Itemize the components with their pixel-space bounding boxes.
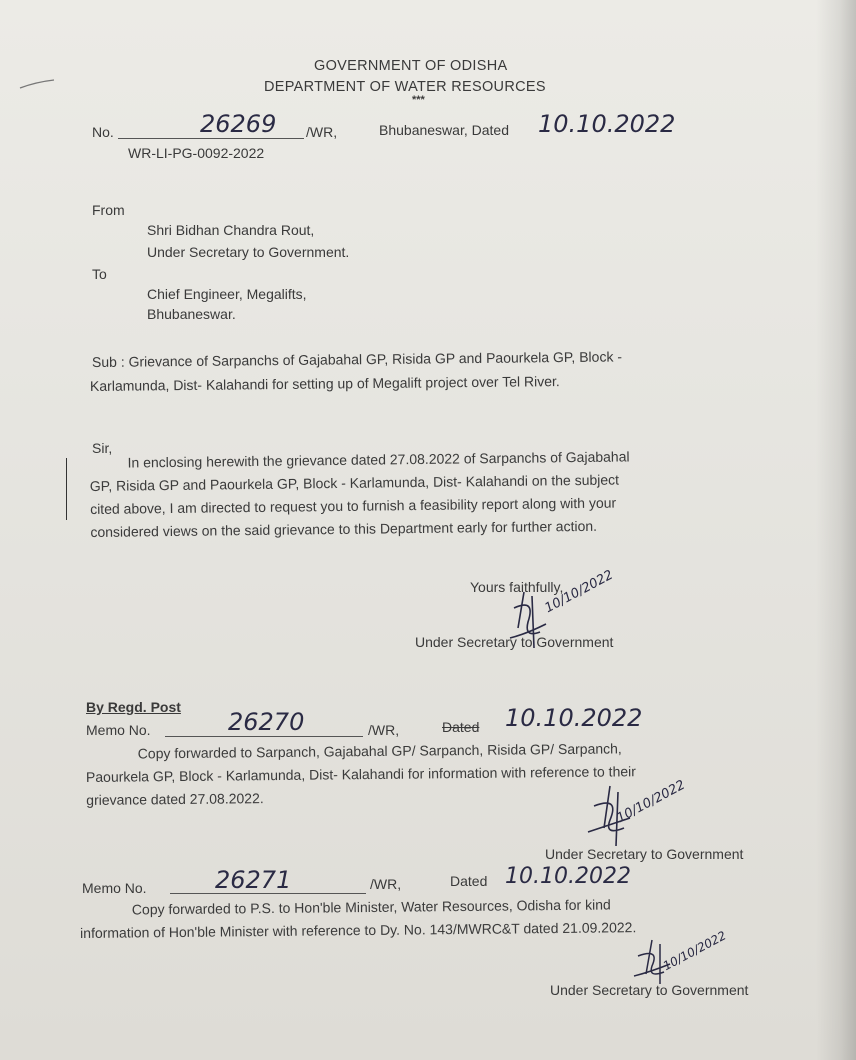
signature-3-date: 10/10/2022: [660, 928, 729, 974]
memo1-line-3: grievance dated 27.08.2022.: [86, 790, 264, 808]
subject-line-1: Sub : Grievance of Sarpanchs of Gajabahal GP, Risida GP and Paourkela GP, Block -: [91, 348, 623, 370]
memo2-suffix: /WR,: [370, 876, 402, 892]
from-name: Shri Bidhan Chandra Rout,: [147, 222, 315, 238]
memo2-designation: Under Secretary to Government: [550, 982, 749, 998]
letter-date: 10.10.2022: [538, 110, 676, 138]
memo2-line-2: information of Hon'ble Minister with reference to Dy. No. 143/MWRC&T dated 21.09.2022.: [80, 919, 637, 941]
memo2-line-1: Copy forwarded to P.S. to Hon'ble Minister, Water Resources, Odisha for kind: [131, 896, 611, 918]
file-number: WR-LI-PG-0092-2022: [128, 145, 265, 161]
memo1-paragraph: [86, 737, 637, 812]
memo1-designation: Under Secretary to Government: [545, 846, 744, 862]
memo2-date: 10.10.2022: [505, 864, 631, 889]
to-name: Chief Engineer, Megalifts,: [147, 286, 307, 302]
memo2-label: Memo No.: [82, 880, 147, 896]
body-line-2: GP, Risida GP and Paourkela GP, Block - Karlamunda, Dist- Kalahandi on the subject: [89, 471, 620, 495]
body-paragraph: [89, 446, 630, 544]
signature-2: [580, 782, 650, 852]
from-designation: Under Secretary to Government.: [147, 244, 350, 260]
letter-no-label: No.: [92, 124, 114, 140]
body-line-4: considered views on the said grievance to this Department early for further action.: [90, 517, 598, 540]
memo1-date: 10.10.2022: [505, 704, 643, 732]
pen-mark: [18, 78, 58, 92]
memo1-post-mode: By Regd. Post: [86, 699, 181, 715]
memo1-line-2: Paourkela GP, Block - Karlamunda, Dist- Kalahandi for information with reference to their: [85, 763, 636, 785]
body-line-1: In enclosing herewith the grievance dated 27.08.2022 of Sarpanchs of Gajabahal: [127, 448, 630, 471]
page-edge-shadow: [816, 0, 856, 1060]
yours-faithfully: Yours faithfully,: [470, 579, 564, 595]
from-label: From: [92, 202, 125, 218]
header-government: GOVERNMENT OF ODISHA: [314, 58, 508, 74]
signature-2-date: 10/10/2022: [614, 777, 688, 827]
letter-no-suffix: /WR,: [306, 124, 338, 140]
margin-mark: [66, 458, 67, 520]
header-department: DEPARTMENT OF WATER RESOURCES: [264, 79, 546, 95]
letter-no-value: 26269: [200, 110, 277, 138]
body-line-3: cited above, I am directed to request you to furnish a feasibility report along with your: [90, 494, 617, 517]
memo1-number: 26270: [228, 708, 305, 736]
letter-place-dated: Bhubaneswar, Dated: [379, 122, 509, 138]
closing-designation: Under Secretary to Government: [415, 634, 614, 650]
memo1-label: Memo No.: [86, 722, 151, 738]
memo1-dated-label: Dated: [442, 719, 480, 735]
to-place: Bhubaneswar.: [147, 306, 236, 322]
header-ornament: ***: [412, 94, 425, 106]
to-label: To: [92, 266, 107, 282]
letter-no-underline: [118, 138, 304, 139]
memo1-suffix: /WR,: [368, 722, 400, 738]
memo1-number-underline: [165, 736, 363, 737]
memo2-paragraph: [80, 893, 637, 945]
signature-1-date: 10/10/2022: [542, 567, 616, 617]
salutation: Sir,: [92, 440, 113, 456]
memo2-dated-label: Dated: [450, 873, 488, 889]
memo2-number: 26271: [215, 866, 292, 894]
memo1-line-1: Copy forwarded to Sarpanch, Gajabahal GP/ Sarpanch, Risida GP/ Sarpanch,: [137, 740, 622, 762]
subject-line-2: Karlamunda, Dist- Kalahandi for setting up of Megalift project over Tel River.: [89, 373, 560, 394]
